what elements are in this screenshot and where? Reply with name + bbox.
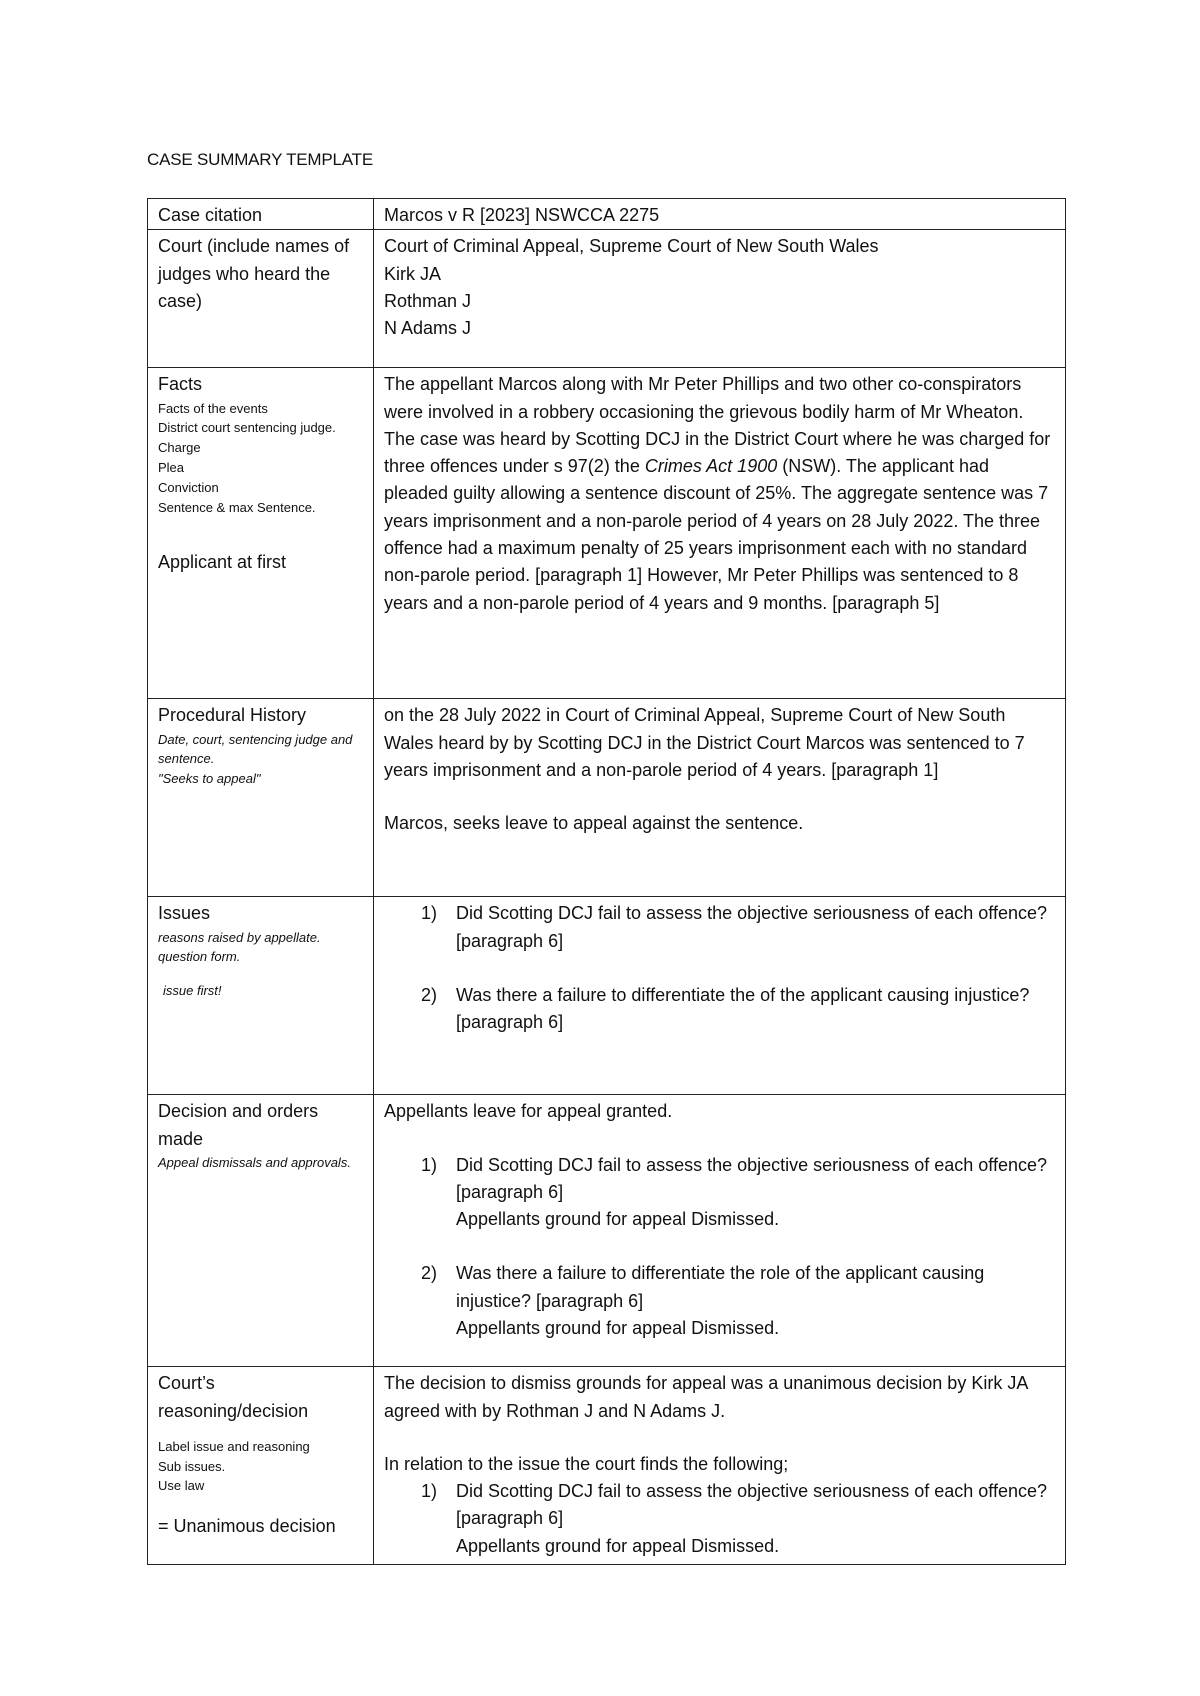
reasoning-issue-text: Did Scotting DCJ fail to assess the objective seriousness of each offence? [paragraph 6]: [456, 1481, 1047, 1529]
facts-hint: Plea: [158, 459, 185, 475]
facts-hint: Conviction: [158, 479, 219, 495]
issues-value-cell: [374, 897, 1066, 1095]
case-citation-label: Case citation: [158, 205, 263, 225]
row-court: [148, 230, 1066, 368]
list-item: [384, 1152, 1055, 1234]
row-reasoning: [148, 1367, 1066, 1565]
list-item: [384, 900, 1055, 955]
procedural-hint: Date, court, sentencing judge and sentence.: [158, 731, 353, 767]
judge-name: Rothman J: [384, 290, 472, 311]
document-title: CASE SUMMARY TEMPLATE: [147, 150, 373, 169]
issues-hint: issue first!: [163, 983, 222, 999]
decision-value-cell: [374, 1095, 1066, 1367]
judge-name: Kirk JA: [384, 263, 442, 284]
row-facts: [148, 368, 1066, 699]
case-summary-table: [147, 198, 1066, 1565]
reasoning-hint: Sub issues.: [158, 1458, 226, 1474]
procedural-paragraph: on the 28 July 2022 in Court of Criminal Appeal, Supreme Court of New South Wales heard by by Scotting DCJ in the District Court Marcos was sentenced to 7 years imprisonment and a non-parole period of 4 years. [paragraph 1]: [384, 705, 1025, 780]
reasoning-label-cell: [148, 1367, 374, 1565]
procedural-label-cell: [148, 699, 374, 897]
reasoning-outcome: Appellants ground for appeal Dismissed.: [456, 1535, 780, 1556]
list-item: [384, 1260, 1055, 1342]
decision-issue-text: Was there a failure to differentiate the role of the applicant causing injustice? [paragraph 6]: [456, 1263, 985, 1311]
issue-text: Was there a failure to differentiate the of the applicant causing injustice? [paragraph 6]: [456, 984, 1030, 1033]
facts-label: Facts: [158, 374, 203, 395]
facts-text: [384, 371, 1055, 617]
row-case-citation: [148, 199, 1066, 230]
facts-hint: Charge: [158, 440, 201, 456]
facts-hint: District court sentencing judge.: [158, 420, 336, 436]
decision-issue-text: Did Scotting DCJ fail to assess the objective seriousness of each offence? [paragraph 6]: [456, 1154, 1047, 1202]
court-name: Court of Criminal Appeal, Supreme Court of New South Wales: [384, 236, 879, 257]
facts-text-part: (NSW). The applicant had pleaded guilty allowing a sentence discount of 25%. The aggregate sentence was 7 years imprisonment and a non-parole period of 4 years on 28 July 2022. The three offence had a maximum penalty of 25 years imprisonment each with no standard non-parole period. [paragraph 1] However, Mr Peter Phillips was sentenced to 8 years and a non-parole period of 4 years and 9 months. [paragraph 5]: [384, 456, 1049, 613]
list-number: 2): [421, 1263, 438, 1284]
list-number: 2): [421, 984, 438, 1005]
decision-outcome: Appellants ground for appeal Dismissed.: [456, 1209, 780, 1230]
court-value-cell: [374, 230, 1066, 368]
list-number: 1): [421, 1481, 438, 1502]
issue-text: Did Scotting DCJ fail to assess the objective seriousness of each offence? [paragraph 6]: [456, 903, 1047, 951]
reasoning-value-cell: [374, 1367, 1066, 1565]
list-item: [384, 1478, 1055, 1560]
court-label-cell: [148, 230, 374, 368]
reasoning-paragraph: The decision to dismiss grounds for appeal was a unanimous decision by Kirk JA agreed with by Rothman J and N Adams J.: [384, 1373, 1028, 1421]
facts-hint: Sentence & max Sentence.: [158, 499, 316, 515]
reasoning-label: Court’s reasoning/decision: [158, 1373, 309, 1421]
decision-label-cell: [148, 1095, 374, 1367]
list-number: 1): [421, 903, 438, 924]
issues-label: Issues: [158, 903, 211, 924]
reasoning-list: [384, 1478, 1055, 1560]
list-number: 1): [421, 1154, 438, 1175]
decision-intro: Appellants leave for appeal granted.: [384, 1101, 673, 1122]
procedural-paragraph: Marcos, seeks leave to appeal against the sentence.: [384, 813, 804, 834]
issues-hint: reasons raised by appellate. question form.: [158, 929, 321, 965]
row-procedural-history: [148, 699, 1066, 897]
facts-value-cell: [374, 368, 1066, 699]
procedural-value-cell: [374, 699, 1066, 897]
judge-name: N Adams J: [384, 318, 472, 339]
row-issues: [148, 897, 1066, 1095]
facts-hint: Facts of the events: [158, 400, 268, 416]
decision-label: Decision and orders made: [158, 1101, 319, 1149]
facts-note: Applicant at first: [158, 552, 287, 573]
court-label: Court (include names of judges who heard the case): [158, 236, 350, 311]
act-name: Crimes Act 1900: [644, 456, 778, 477]
case-citation-label-cell: [148, 199, 374, 230]
decision-hint: Appeal dismissals and approvals.: [158, 1154, 351, 1170]
procedural-label: Procedural History: [158, 705, 307, 726]
decision-outcome: Appellants ground for appeal Dismissed.: [456, 1318, 780, 1339]
reasoning-hint: Use law: [158, 1478, 205, 1494]
reasoning-hint: Label issue and reasoning: [158, 1438, 310, 1454]
case-citation-value: Marcos v R [2023] NSWCCA 2275: [384, 205, 660, 225]
facts-text-part: The appellant Marcos along with Mr Peter Phillips and two other co-conspirators were involved in a robbery occasioning the grievous bodily harm of Mr Wheaton. The case was heard by Scotting DCJ in the District Court where he was charged for three offences under s 97(2) the: [384, 374, 1051, 477]
facts-label-cell: [148, 368, 374, 699]
issues-list: [384, 900, 1055, 1036]
reasoning-note: = Unanimous decision: [158, 1516, 336, 1537]
list-item: [384, 982, 1055, 1037]
case-citation-value-cell: [374, 199, 1066, 230]
row-decision: [148, 1095, 1066, 1367]
procedural-hint: "Seeks to appeal": [158, 771, 261, 787]
reasoning-paragraph: In relation to the issue the court finds the following;: [384, 1453, 789, 1474]
issues-label-cell: [148, 897, 374, 1095]
decision-list: [384, 1152, 1055, 1343]
